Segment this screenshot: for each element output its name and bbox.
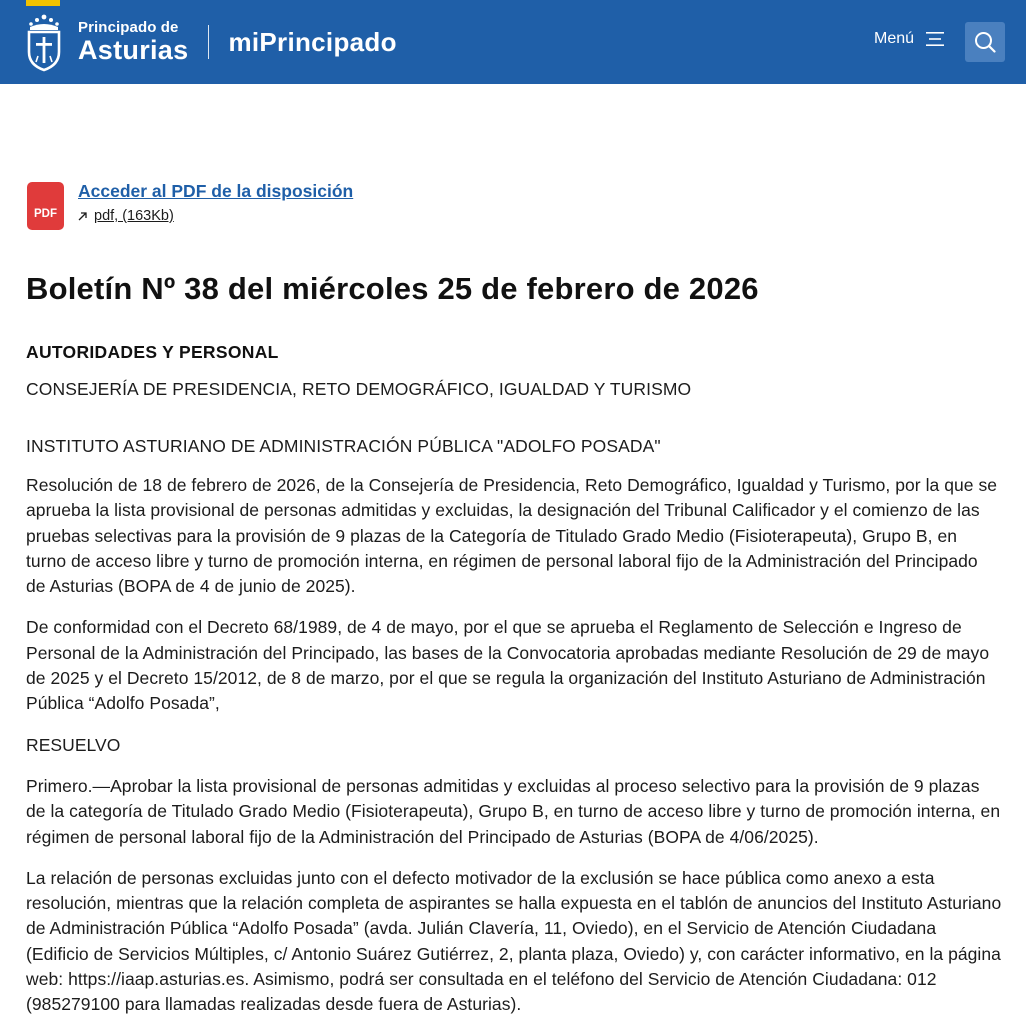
hamburger-menu-icon: [926, 31, 944, 47]
site-header: [0, 0, 1026, 84]
pdf-icon-label: PDF: [34, 208, 57, 220]
resolution-paragraph: De conformidad con el Decreto 68/1989, de 4 de mayo, por el que se aprueba el Reglamento de Selección e Ingreso de Personal de la Administración del Principado, las bases de la Convocatoria aprobadas mediante Resolución de 29 de mayo de 2025 y el Decreto 15/2012, de 8 de marzo, por el que se regula la organización del Instituto Asturiano de Administración Pública “Adolfo Posada”,: [26, 617, 990, 714]
brand-big-text: Asturias: [78, 35, 189, 65]
section-heading: AUTORIDADES Y PERSONAL: [26, 342, 279, 362]
search-icon: [974, 31, 996, 53]
flag-stripe: [26, 0, 60, 6]
resolution-paragraph: La relación de personas excluidas junto con el defecto motivador de la exclusión se hace pública como anexo a esta resolución, mientras que la relación completa de aspirantes se halla expuesta en el tablón de anuncios del Instituto Asturiano de Administración Pública “Adolfo Posada” (avda. Julián Clavería, 11, Oviedo), en el Servicio de Atención Ciudadana (Edificio de Servicios Múltiples, c/ Antonio Suárez Gutiérrez, 2, planta plaza, Oviedo) y, con carácter informativo, en la página web: https://iaap.asturias.es. Asimismo, podrá ser consultada en el teléfono del Servicio de Atención Ciudadana: 012 (985279100 para llamadas realizadas desde fuera de Asturias).: [26, 867, 1002, 1015]
institute-name: INSTITUTO ASTURIANO DE ADMINISTRACIÓN PÚBLICA "ADOLFO POSADA": [26, 436, 661, 456]
resolution-paragraph: Primero.—Aprobar la lista provisional de personas admitidas y excluidas al proceso selectivo para la provisión de 9 plazas de la categoría de Titulado Grado Medio (Fisioterapeuta), Grupo B, en turno de acceso libre y turno de promoción interna, en régimen de personal laboral fijo de la Administración del Principado de Asturias (BOPA de 4/06/2025).: [26, 775, 1001, 847]
resolution-paragraph: Resolución de 18 de febrero de 2026, de la Consejería de Presidencia, Reto Demográfico, Igualdad y Turismo, por la que se aprueba la lista provisional de personas admitidas y excluidas, la designación del Tribunal Calificador y el comienzo de las pruebas selectivas para la provisión de 9 plazas de la Categoría de Titulado Grado Medio (Fisioterapeuta), Grupo B, en turno de acceso libre y turno de promoción interna, en régimen de personal laboral fijo de la Administración del Principado de Asturias (BOPA de 4 de junio de 2025).: [26, 475, 998, 597]
pdf-access-link[interactable]: Acceder al PDF de la disposición: [78, 181, 354, 201]
pdf-file-icon[interactable]: [27, 182, 64, 230]
department-name: CONSEJERÍA DE PRESIDENCIA, RETO DEMOGRÁFICO, IGUALDAD Y TURISMO: [26, 379, 692, 399]
pdf-file-info-link[interactable]: pdf, (163Kb): [94, 208, 174, 224]
brand-text: [78, 20, 188, 64]
app-name: miPrincipado: [228, 26, 397, 57]
brand-small-text: Principado de: [78, 19, 179, 36]
pdf-file-info-row: [78, 208, 353, 224]
brand-divider: [208, 25, 209, 59]
resolution-body: [26, 473, 1002, 1034]
menu-button[interactable]: [874, 30, 944, 48]
bulletin-title: Boletín Nº 38 del miércoles 25 de febrero de 2026: [26, 271, 759, 306]
external-link-arrow-icon: [78, 212, 87, 221]
brand-home-link[interactable]: [26, 12, 397, 72]
menu-label: Menú: [874, 30, 915, 47]
pdf-download: [27, 182, 353, 230]
resolution-paragraph: RESUELVO: [26, 734, 121, 755]
search-button[interactable]: [965, 22, 1005, 62]
pdf-links: [78, 182, 353, 230]
asturias-crest-icon: [26, 12, 62, 72]
